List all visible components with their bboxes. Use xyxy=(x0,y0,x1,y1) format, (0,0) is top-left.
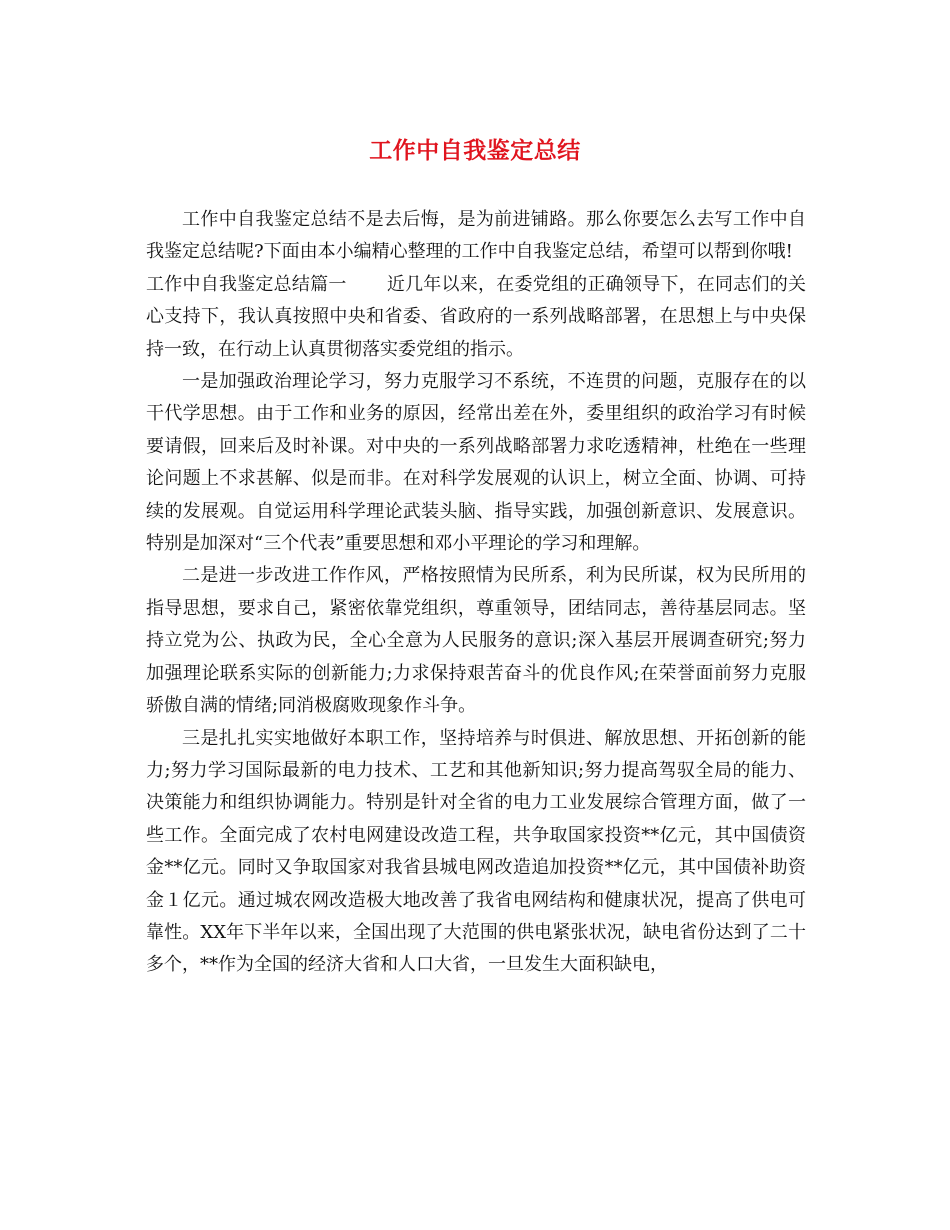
intro-paragraph: 工作中自我鉴定总结不是去后悔，是为前进铺路。那么你要怎么去写工作中自我鉴定总结呢?下面由本小编精心整理的工作中自我鉴定总结，希望可以帮到你哦! xyxy=(146,209,806,263)
body-paragraph-1: 一是加强政治理论学习，努力克服学习不系统，不连贯的问题，克服存在的以干代学思想。由于工作和业务的原因，经常出差在外，委里组织的政治学习有时候要请假，回来后及时补课。对中央的一系列战略部署力求吃透精神，杜绝在一些理论问题上不求甚解、似是而非。在对科学发展观的认识上，树立全面、协调、可持续的发展观。自觉运用科学理论武装头脑、指导实践，加强创新意识、发展意识。特别是加深对“三个代表”重要思想和邓小平理论的学习和理解。 xyxy=(146,371,806,555)
section-heading: 工作中自我鉴定总结篇一 xyxy=(146,273,347,295)
body-paragraph-2: 二是进一步改进工作作风，严格按照情为民所系，利为民所谋，权为民所用的指导思想，要求自己，紧密依靠党组织，尊重领导，团结同志，善待基层同志。坚持立党为公、执政为民，全心全意为人民服务的意识;深入基层开展调查研究;努力加强理论联系实际的创新能力;力求保持艰苦奋斗的优良作风;在荣誉面前努力克服骄傲自满的情绪;同消极腐败现象作斗争。 xyxy=(146,565,806,717)
section-first-paragraph xyxy=(146,269,806,366)
document-body xyxy=(146,204,806,982)
document-title: 工作中自我鉴定总结 xyxy=(369,137,581,164)
section-lead-text: 近几年以来，在委党组的正确领导下，在同志们的关心支持下，我认真按照中央和省委、省政府的一系列战略部署，在思想上与中央保持一致，在行动上认真贯彻落实委党组的指示。 xyxy=(146,273,807,360)
body-paragraph-3: 三是扎扎实实地做好本职工作，坚持培养与时俱进、解放思想、开拓创新的能力;努力学习国际最新的电力技术、工艺和其他新知识;努力提高驾驭全局的能力、决策能力和组织协调能力。特别是针对全省的电力工业发展综合管理方面，做了一些工作。全面完成了农村电网建设改造工程，共争取国家投资**亿元，其中国债资金**亿元。同时又争取国家对我省县城电网改造追加投资**亿元，其中国债补助资金１亿元。通过城农网改造极大地改善了我省电网结构和健康状况，提高了供电可靠性。XX年下半年以来，全国出现了大范围的供电紧张状况，缺电省份达到了二十多个，**作为全国的经济大省和人口大省，一旦发生大面积缺电， xyxy=(146,727,806,976)
